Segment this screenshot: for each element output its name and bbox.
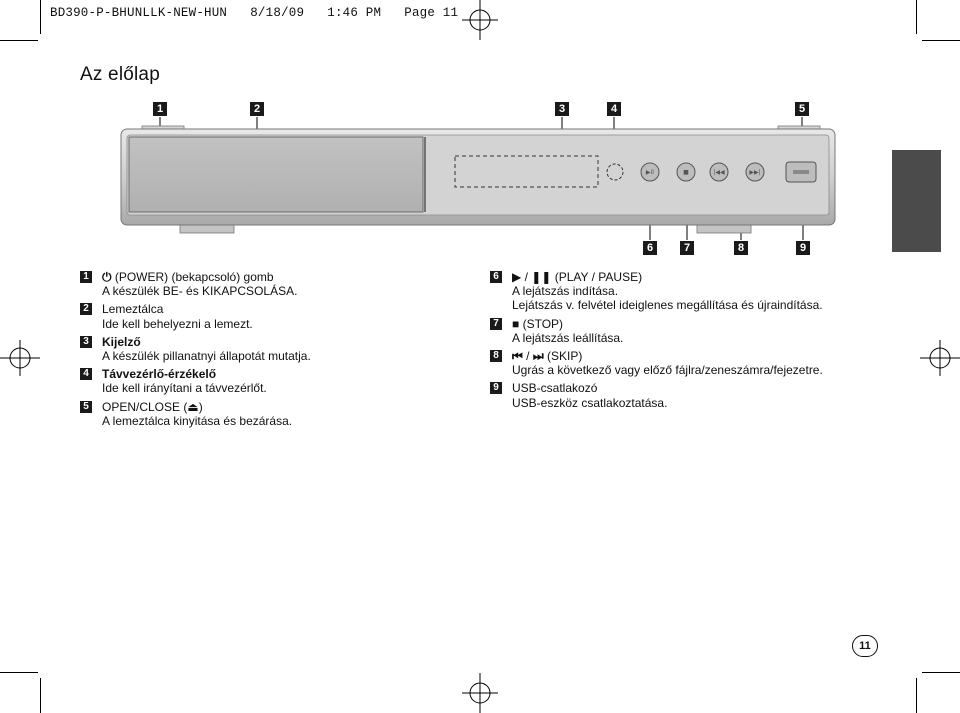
callout-2: 2 [250, 102, 264, 116]
item-description: Ide kell behelyezni a lemezt. [102, 316, 253, 331]
crop-mark [0, 672, 38, 673]
description-item-8: 8 ⏮ / ⏭ (SKIP) Ugrás a következő vagy előző fájlra/zeneszámra/fejezetre. [490, 349, 880, 377]
eject-icon: ⏏ [187, 399, 199, 414]
skip-forward-icon: ⏭ [532, 349, 544, 364]
description-item-6: 6 ▶ / ❚❚ (PLAY / PAUSE) A lejátszás indítása. Lejátszás v. felvétel ideiglenes megállítása és újraindítása. [490, 270, 880, 313]
item-title: Kijelző [102, 334, 141, 349]
item-description-2: Lejátszás v. felvétel ideiglenes megállítása és újraindítása. [512, 298, 823, 313]
item-number: 3 [80, 336, 92, 348]
item-number: 6 [490, 271, 502, 283]
callout-9: 9 [796, 241, 810, 255]
item-title: Lemeztálca [102, 302, 164, 317]
left-descriptions [80, 270, 420, 432]
skip-back-icon: ⏮ [512, 349, 523, 364]
crop-mark [916, 678, 917, 713]
crop-mark [40, 678, 41, 713]
registration-mark-left [0, 338, 40, 378]
item-description: A lejátszás indítása. [512, 284, 619, 299]
description-item-2 [80, 302, 420, 330]
description-item-5 [80, 400, 420, 428]
callout-5: 5 [795, 102, 809, 116]
registration-mark-right [920, 338, 960, 378]
callout-3: 3 [555, 102, 569, 116]
registration-mark-bottom [460, 673, 500, 713]
pause-icon: ❚❚ [531, 270, 552, 284]
description-item-1 [80, 270, 420, 298]
svg-text:■: ■ [683, 169, 689, 176]
description-item-9 [490, 381, 880, 409]
callout-4: 4 [607, 102, 621, 116]
item-title-end: ) [198, 399, 203, 414]
page-number: 11 [852, 635, 878, 657]
callout-6: 6 [643, 241, 657, 255]
callout-8: 8 [734, 241, 748, 255]
svg-text:|◀◀: |◀◀ [713, 169, 725, 176]
device-front-panel [0, 0, 960, 260]
callout-1: 1 [153, 102, 167, 116]
item-title: OPEN/CLOSE ( [102, 399, 188, 414]
item-description: USB-eszköz csatlakoztatása. [512, 395, 668, 410]
crop-mark [922, 672, 960, 673]
item-title: Távvezérlő-érzékelő [102, 367, 217, 382]
item-description: A lemeztálca kinyitása és bezárása. [102, 413, 293, 428]
power-icon: ⏻ [102, 270, 112, 284]
item-number: 9 [490, 382, 502, 394]
item-description: A készülék pillanatnyi állapotát mutatja. [102, 349, 311, 364]
item-description: Ide kell irányítani a távvezérlőt. [102, 381, 267, 396]
item-number: 5 [80, 401, 92, 413]
description-item-7 [490, 317, 880, 345]
item-title: (PLAY / PAUSE) [554, 270, 643, 284]
item-number: 7 [490, 318, 502, 330]
play-icon: ▶ [512, 270, 522, 284]
item-description: Ugrás a következő vagy előző fájlra/zeneszámra/fejezetre. [512, 363, 823, 378]
svg-text:▶II: ▶II [645, 169, 655, 176]
item-title: (STOP) [522, 316, 564, 331]
page-title: Az előlap [80, 64, 160, 85]
item-title: (SKIP) [546, 349, 583, 364]
description-item-4 [80, 367, 420, 395]
item-description: A lejátszás leállítása. [512, 330, 624, 345]
description-item-3 [80, 335, 420, 363]
stop-icon: ■ [512, 316, 520, 331]
item-number: 4 [80, 368, 92, 380]
print-slug: BD390-P-BHUNLLK-NEW-HUN 8/18/09 1:46 PM Page 11 [50, 6, 459, 20]
right-descriptions [490, 270, 880, 414]
item-number: 8 [490, 350, 502, 362]
item-description: A készülék BE- és KIKAPCSOLÁSA. [102, 284, 298, 299]
item-title: (POWER) (bekapcsoló) gomb [114, 270, 274, 284]
item-number: 2 [80, 303, 92, 315]
item-title: USB-csatlakozó [512, 381, 598, 396]
item-number: 1 [80, 271, 92, 283]
callout-7: 7 [680, 241, 694, 255]
svg-text:▶▶|: ▶▶| [749, 169, 761, 176]
